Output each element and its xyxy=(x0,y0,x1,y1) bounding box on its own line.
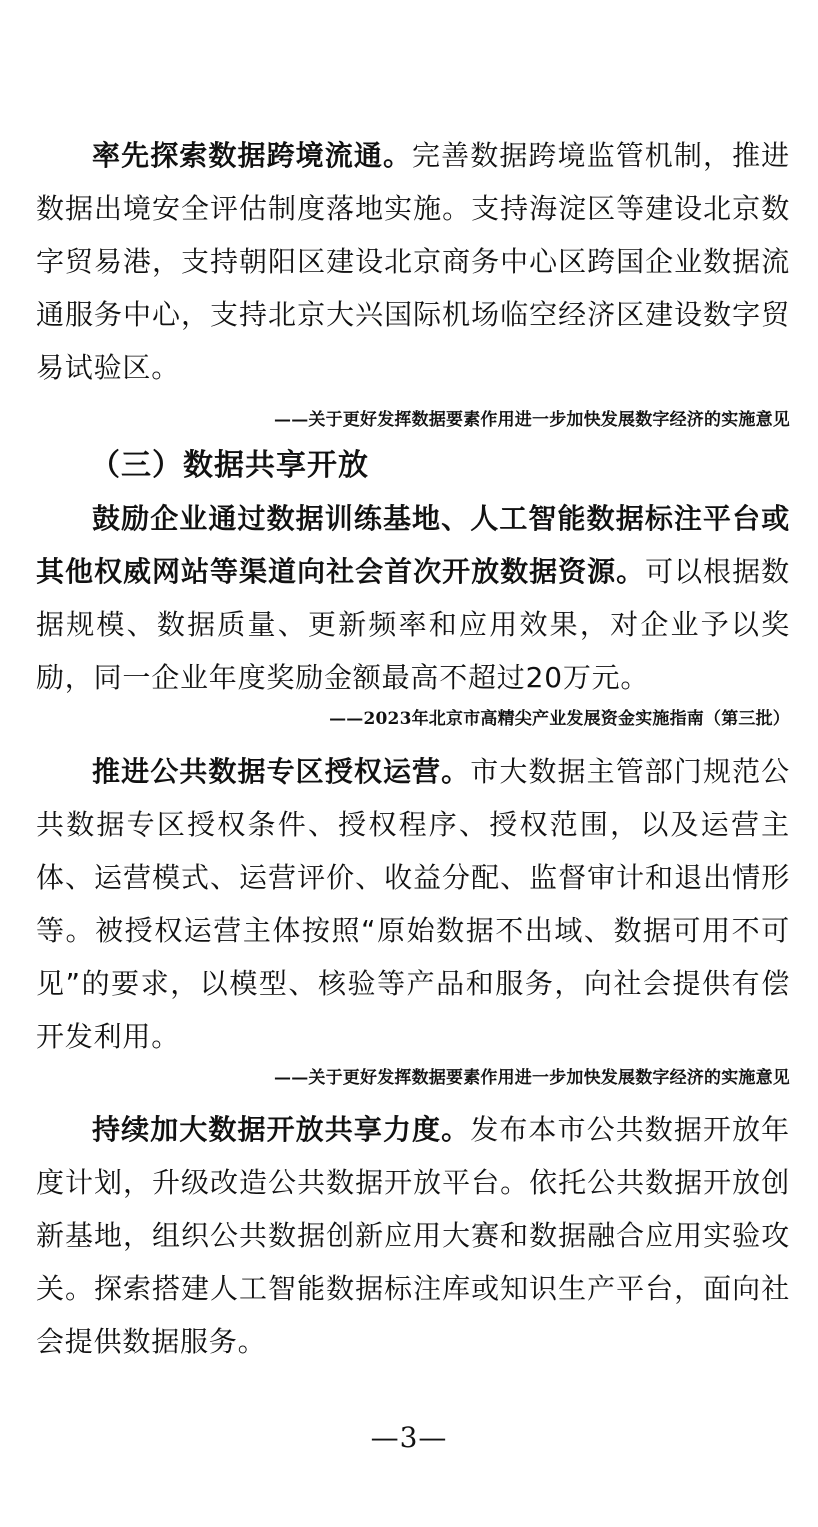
section-heading: （三）数据共享开放 xyxy=(90,448,369,483)
paragraph-lead: 持续加大数据开放共享力度。 xyxy=(92,1113,471,1146)
paragraph-body: 市大数据主管部门规范公共数据专区授权条件、授权程序、授权范围，以及运营主体、运营模式、运营评价、收益分配、监督审计和退出情形等。被授权运营主体按照“原始数据不出域、数据可用不可见”的要求，以模型、核验等产品和服务，向社会提供有偿开发利用。 xyxy=(36,755,790,1053)
paragraph-body: 完善数据跨境监管机制，推进数据出境安全评估制度落地实施。支持海淀区等建设北京数字贸易港，支持朝阳区建设北京商务中心区跨国企业数据流通服务中心，支持北京大兴国际机场临空经济区建设数字贸易试验区。 xyxy=(36,139,790,384)
page-number: —3— xyxy=(370,1421,448,1454)
paragraph-open-data-sharing xyxy=(36,1103,790,1368)
source-citation: ——关于更好发挥数据要素作用进一步加快发展数字经济的实施意见 xyxy=(274,410,790,430)
paragraph-lead: 率先探索数据跨境流通。 xyxy=(92,139,413,172)
paragraph-lead: 鼓励企业通过数据训练基地、人工智能数据标注平台或其他权威网站等渠道向社会首次开放数据资源。 xyxy=(36,502,790,588)
paragraph-lead: 推进公共数据专区授权运营。 xyxy=(92,755,471,788)
paragraph-body: 发布本市公共数据开放年度计划，升级改造公共数据开放平台。依托公共数据开放创新基地，组织公共数据创新应用大赛和数据融合应用实验攻关。探索搭建人工智能数据标注库或知识生产平台，面向社会提供数据服务。 xyxy=(36,1113,790,1358)
paragraph-open-data-resources xyxy=(36,492,790,704)
paragraph-body: 可以根据数据规模、数据质量、更新频率和应用效果，对企业予以奖励，同一企业年度奖励金额最高不超过20万元。 xyxy=(36,555,790,694)
paragraph-public-data-zone xyxy=(36,745,790,1063)
source-citation: ——2023年北京市高精尖产业发展资金实施指南（第三批） xyxy=(329,709,790,729)
paragraph-cross-border-data xyxy=(36,129,790,394)
source-citation: ——关于更好发挥数据要素作用进一步加快发展数字经济的实施意见 xyxy=(274,1068,790,1088)
